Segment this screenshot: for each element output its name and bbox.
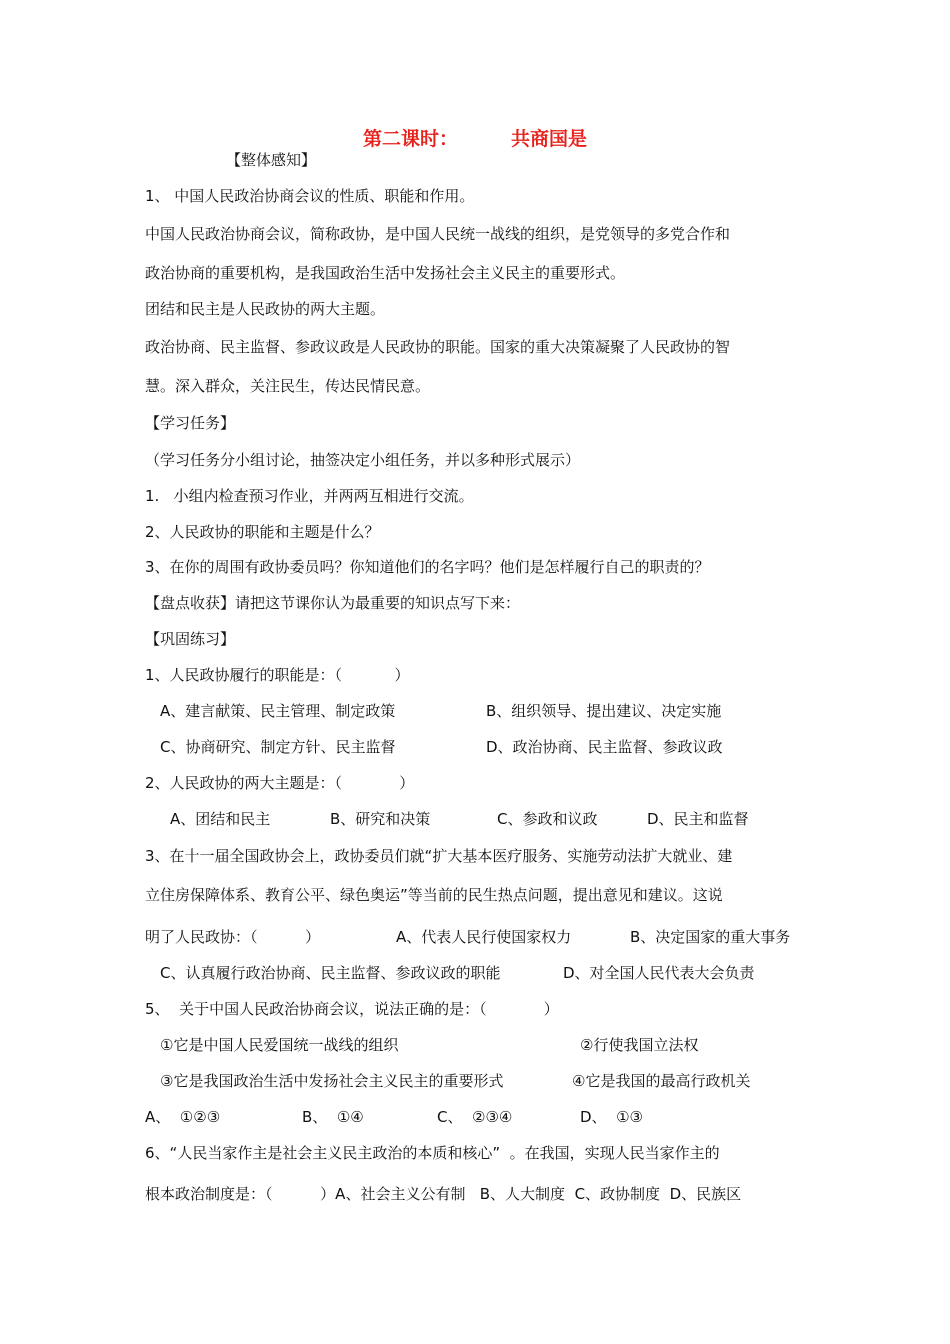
option-d: D、对全国人民代表大会负责: [563, 964, 755, 982]
option-c: C、参政和议政: [497, 810, 598, 828]
text-line: 2、人民政协的职能和主题是什么？: [145, 523, 380, 541]
option-b: B、研究和决策: [330, 810, 431, 828]
statement-3: ③它是我国政治生活中发扬社会主义民主的重要形式: [160, 1072, 504, 1090]
text-line: 立住房保障体系、教育公平、绿色奥运”等当前的民生热点问题，提出意见和建议。这说: [145, 886, 723, 904]
section-heading-practice: 【巩固练习】: [145, 630, 236, 648]
option-d: D、民主和监督: [647, 810, 749, 828]
option-c: C、认真履行政治协商、民主监督、参政议政的职能: [160, 964, 501, 982]
question-2: 2、人民政协的两大主题是：（ ）: [145, 774, 415, 792]
text-line: 政治协商的重要机构，是我国政治生活中发扬社会主义民主的重要形式。: [145, 264, 626, 282]
text-line: 明了人民政协：（ ）: [145, 928, 321, 946]
section-heading-harvest: 【盘点收获】请把这节课你认为最重要的知识点写下来：: [145, 594, 521, 612]
text-line: 1、 中国人民政治协商会议的性质、职能和作用。: [145, 187, 475, 205]
question-1: 1、人民政协履行的职能是：（ ）: [145, 666, 410, 684]
question-3: 3、在十一届全国政协会上，政协委员们就“扩大基本医疗服务、实施劳动法扩大就业、建: [145, 847, 733, 865]
text-line: 根本政治制度是：（ ）A、社会主义公有制 B、人大制度 C、政协制度 D、民族区: [145, 1185, 742, 1203]
text-line: 团结和民主是人民政协的两大主题。: [145, 300, 386, 318]
option-a: A、团结和民主: [170, 810, 271, 828]
option-a: A、代表人民行使国家权力: [396, 928, 572, 946]
option-c: C、协商研究、制定方针、民主监督: [160, 738, 396, 756]
question-5: 5、 关于中国人民政治协商会议，说法正确的是：（ ）: [145, 1000, 559, 1018]
option-c: C、 ②③④: [437, 1108, 513, 1126]
page-title: 第二课时： 共商国是: [363, 128, 587, 150]
text-line: （学习任务分小组讨论，抽签决定小组任务，并以多种形式展示）: [145, 451, 581, 469]
text-line: 中国人民政治协商会议，简称政协，是中国人民统一战线的组织，是党领导的多党合作和: [145, 225, 731, 243]
question-6: 6、“人民当家作主是社会主义民主政治的本质和核心” 。在我国，实现人民当家作主的: [145, 1144, 720, 1162]
option-b: B、决定国家的重大事务: [630, 928, 791, 946]
option-b: B、 ①④: [302, 1108, 364, 1126]
text-line: 3、在你的周围有政协委员吗？你知道他们的名字吗？他们是怎样履行自己的职责的？: [145, 558, 710, 576]
option-d: D、政治协商、民主监督、参政议政: [486, 738, 723, 756]
option-a: A、 ①②③: [145, 1108, 221, 1126]
section-heading-overview: 【整体感知】: [226, 151, 317, 169]
statement-2: ②行使我国立法权: [580, 1036, 699, 1054]
option-d: D、 ①③: [580, 1108, 643, 1126]
option-a: A、建言献策、民主管理、制定政策: [160, 702, 396, 720]
text-line: 1. 小组内检查预习作业，并两两互相进行交流。: [145, 487, 474, 505]
statement-1: ①它是中国人民爱国统一战线的组织: [160, 1036, 399, 1054]
section-heading-tasks: 【学习任务】: [145, 414, 236, 432]
option-b: B、组织领导、提出建议、决定实施: [486, 702, 722, 720]
text-line: 政治协商、民主监督、参政议政是人民政协的职能。国家的重大决策凝聚了人民政协的智: [145, 338, 731, 356]
statement-4: ④它是我国的最高行政机关: [572, 1072, 751, 1090]
text-line: 慧。深入群众，关注民生，传达民情民意。: [145, 377, 431, 395]
